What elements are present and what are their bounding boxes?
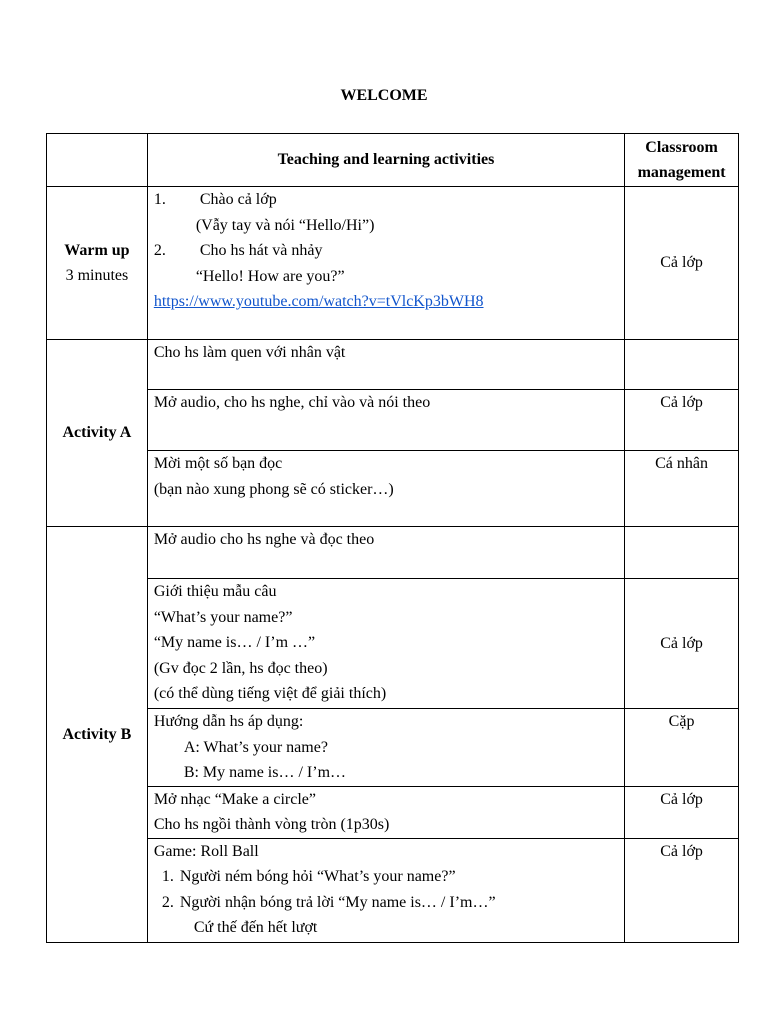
header-management <box>625 134 739 187</box>
lesson-plan-table <box>46 133 739 943</box>
activity-cell: Mở audio cho hs nghe và đọc theo <box>147 527 624 579</box>
activity-b-label-cell <box>47 527 148 943</box>
activity-a-row-3 <box>47 451 739 527</box>
activity-cell: Cho hs làm quen với nhân vật <box>147 340 624 390</box>
warmup-label-cell <box>47 187 148 340</box>
activity-b-row-4 <box>47 786 739 838</box>
warmup-activities <box>147 187 624 340</box>
management-cell: Cả lớp <box>625 579 739 709</box>
activity-b-row-1 <box>47 527 739 579</box>
list-item: 1. Chào cả lớp <box>153 191 277 208</box>
header-empty-cell <box>47 134 148 187</box>
page-title: WELCOME <box>340 87 428 104</box>
activity-b-row-2 <box>47 579 739 709</box>
activity-b-row-3 <box>47 709 739 787</box>
activity-b-row-5 <box>47 838 739 942</box>
activity-a-label: Activity A <box>62 424 132 442</box>
management-cell: Cả lớp <box>625 786 739 838</box>
management-cell: Cá nhân <box>625 451 739 527</box>
list-item: 2. Cho hs hát và nhảy <box>153 242 323 259</box>
activity-cell: Mở nhạc “Make a circle” Cho hs ngồi thành vòng tròn (1p30s) <box>147 786 624 838</box>
activity-cell: Mời một số bạn đọc (bạn nào xung phong sẽ có sticker…) <box>147 451 624 527</box>
table-header-row <box>47 134 739 187</box>
activity-cell: Giới thiệu mẫu câu “What’s your name?” “My name is… / I’m …” (Gv đọc 2 lần, hs đọc theo) (có thể dùng tiếng việt để giải thích) <box>147 579 624 709</box>
management-cell: Cả lớp <box>625 187 739 340</box>
activity-b-label: Activity B <box>62 725 132 743</box>
header-activities: Teaching and learning activities <box>147 134 624 187</box>
management-cell: Cặp <box>625 709 739 787</box>
warmup-label: Warm up <box>64 241 130 259</box>
youtube-link[interactable]: https://www.youtube.com/watch?v=tVlcKp3bWH8 <box>153 293 484 310</box>
activity-a-label-cell <box>47 340 148 527</box>
management-cell: Cả lớp <box>625 838 739 942</box>
activity-cell: Hướng dẫn hs áp dụng: A: What’s your name? B: My name is… / I’m… <box>147 709 624 787</box>
management-cell <box>625 527 739 579</box>
warmup-row <box>47 187 739 340</box>
list-item: 1. Người ném bóng hỏi “What’s your name?” <box>161 868 456 885</box>
activity-cell: Game: Roll Ball 1. Người ném bóng hỏi “What’s your name?” 2. Người nhận bóng trả lời “My name is… / I’m…” Cứ thế đến hết lượt <box>147 838 624 942</box>
activity-a-row-1 <box>47 340 739 390</box>
header-management-line2: management <box>637 164 726 181</box>
list-item-note: (Vẫy tay và nói “Hello/Hi”) <box>195 216 375 234</box>
activity-cell: Mở audio, cho hs nghe, chỉ vào và nói theo <box>147 390 624 451</box>
management-cell <box>625 340 739 390</box>
warmup-duration: 3 minutes <box>65 267 129 284</box>
list-item: 2. Người nhận bóng trả lời “My name is… / I’m…” <box>161 893 496 911</box>
management-cell: Cả lớp <box>625 390 739 451</box>
header-management-line1: Classroom <box>645 138 718 156</box>
song-title: “Hello! How are you?” <box>195 267 345 285</box>
activity-a-row-2 <box>47 390 739 451</box>
